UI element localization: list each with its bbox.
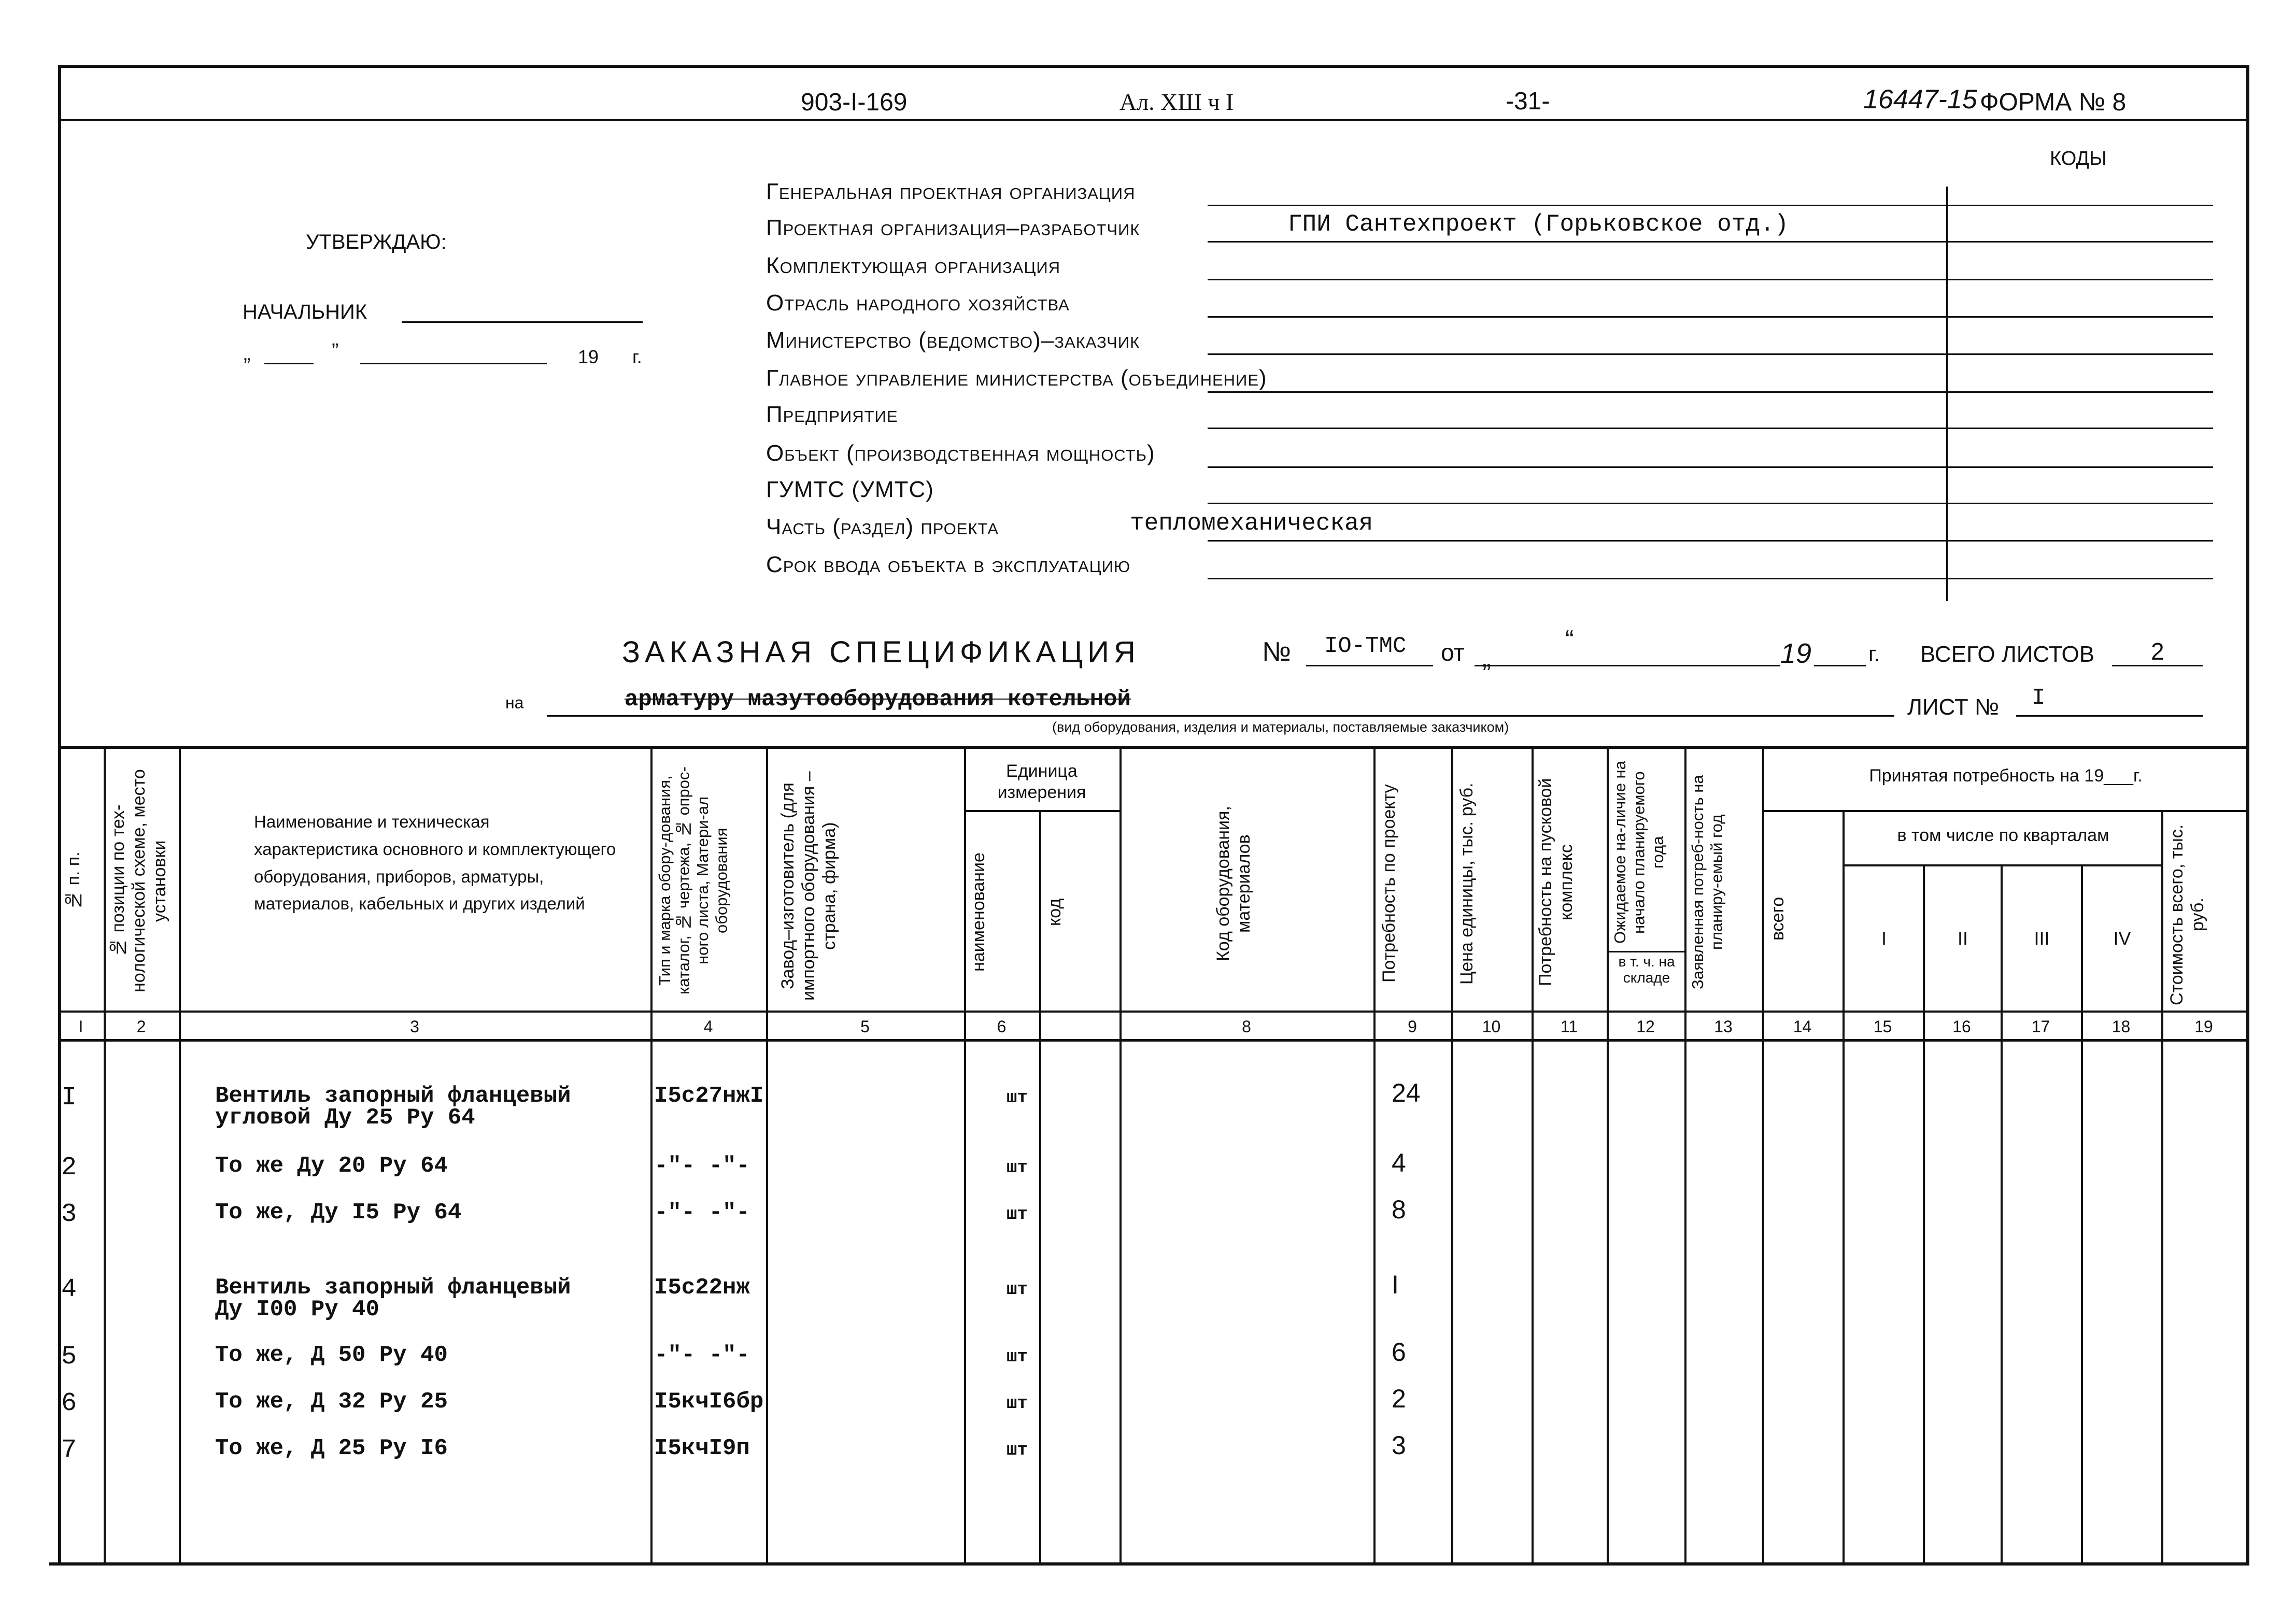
column-number: 14 xyxy=(1793,1017,1812,1036)
row-quantity: 8 xyxy=(1392,1195,1406,1224)
spec-number-line xyxy=(1306,665,1433,666)
org-value-line xyxy=(1208,428,2213,429)
column-number: 16 xyxy=(1952,1017,1971,1036)
row-type: -"- -"- xyxy=(654,1153,750,1179)
row-number: 7 xyxy=(61,1435,77,1465)
header-unit-group: Единица измерения xyxy=(997,761,1086,802)
subject-value: арматуру мазутооборудования котельной xyxy=(625,687,1131,713)
org-value-line xyxy=(1208,353,2213,355)
row-number: 4 xyxy=(61,1275,77,1304)
col-line-12 xyxy=(1684,746,1686,1565)
org-label: Комплектующая организация xyxy=(766,253,1061,278)
quarters-group-divider xyxy=(1843,864,2161,866)
org-value: ГПИ Сантехпроект (Горьковское отд.) xyxy=(1288,211,1789,238)
org-value-line xyxy=(1208,540,2213,542)
org-value-line xyxy=(1208,205,2213,206)
header-total: всего xyxy=(1768,897,1788,941)
subject-line xyxy=(547,715,1894,717)
spec-year-prefix: 19 xyxy=(1780,638,1812,669)
row-name: То же, Д 32 Ру 25 xyxy=(215,1389,448,1415)
col-line-13 xyxy=(1762,746,1764,1565)
org-label: ГУМТС (УМТС) xyxy=(766,477,934,502)
header-manufacturer: Завод–изготовитель (для импортного оборудования –страна, фирма) xyxy=(778,771,840,1001)
row-quantity: 4 xyxy=(1392,1148,1406,1177)
row-number: 5 xyxy=(61,1342,77,1372)
col-line-4 xyxy=(766,746,768,1565)
date-day-line xyxy=(264,363,314,364)
header-expected-stock: Ожидаемое на-личие на начало планируемого года xyxy=(1611,761,1667,944)
table-header-divider xyxy=(58,1011,2249,1013)
row-name: То же, Д 50 Ру 40 xyxy=(215,1342,448,1368)
sheet-label: ЛИСТ № xyxy=(1907,694,2000,720)
header-row-number: № п. п. xyxy=(64,851,83,910)
column-number: I xyxy=(78,1017,83,1036)
table-colnum-divider xyxy=(58,1039,2249,1042)
row-quantity: 2 xyxy=(1392,1384,1406,1413)
spec-number-value: IO-ТМС xyxy=(1324,633,1407,659)
column-number: 19 xyxy=(2194,1017,2213,1036)
row-name-line2: Ду I00 Ру 40 xyxy=(215,1297,379,1322)
column-number: 10 xyxy=(1482,1017,1501,1036)
org-label: Часть (раздел) проекта xyxy=(766,514,999,539)
form-label: ФОРМА № 8 xyxy=(1980,89,2127,116)
col-line-17 xyxy=(2081,865,2083,1565)
row-number: 2 xyxy=(61,1153,77,1183)
column-number: 5 xyxy=(860,1017,870,1036)
org-value-line xyxy=(1208,466,2213,468)
frame-top xyxy=(58,65,2249,68)
header-name-description: Наименование и техническая характеристика основного и комплектующего оборудования, приборов, арматуры, материалов, кабельных и других изделий xyxy=(254,812,616,914)
column-number: 17 xyxy=(2031,1017,2050,1036)
row-name: То же Ду 20 Ру 64 xyxy=(215,1153,448,1179)
header-position: № позиции по тех-нологической схеме, место установки xyxy=(108,769,170,993)
row-unit: шт xyxy=(1007,1280,1028,1300)
row-unit: шт xyxy=(1007,1347,1028,1367)
org-value-line xyxy=(1208,316,2213,318)
sheet-line xyxy=(2016,715,2203,717)
col-line-10 xyxy=(1532,746,1534,1565)
org-value: тепломеханическая xyxy=(1130,510,1373,537)
org-label: Генеральная проектная организация xyxy=(766,179,1136,204)
header-in-warehouse: в т. ч. на складе xyxy=(1618,954,1675,986)
sheet-value: I xyxy=(2032,685,2046,711)
header-accepted-group: Принятая потребность на 19___г. xyxy=(1869,766,2143,786)
row-name: То же, Ду I5 Ру 64 xyxy=(215,1200,462,1226)
album-label: Ал. XШ ч I xyxy=(1119,89,1234,115)
date-quote-open: „ xyxy=(244,342,251,365)
chief-label: НАЧАЛЬНИК xyxy=(243,301,367,323)
row-type: I5кчI6бр xyxy=(654,1389,764,1415)
approve-label: УТВЕРЖДАЮ: xyxy=(306,231,447,253)
org-label: Отрасль народного хозяйства xyxy=(766,290,1070,316)
col12-sub-divider xyxy=(1607,951,1684,952)
total-sheets-label: ВСЕГО ЛИСТОВ xyxy=(1920,642,2095,667)
row-type: -"- -"- xyxy=(654,1200,750,1226)
codes-column-divider xyxy=(1946,187,1948,601)
frame-bottom xyxy=(49,1562,2249,1566)
row-unit: шт xyxy=(1007,1158,1028,1178)
spec-quote-open: “ xyxy=(1565,625,1574,654)
row-name-line2: угловой Ду 25 Ру 64 xyxy=(215,1105,475,1131)
table-top-border xyxy=(58,746,2249,749)
column-number: 3 xyxy=(410,1017,419,1036)
date-year-prefix: 19 xyxy=(578,346,599,367)
column-number: 2 xyxy=(136,1017,146,1036)
col-line-2 xyxy=(179,746,181,1565)
column-number: 4 xyxy=(703,1017,713,1036)
header-project-need: Потребность по проекту xyxy=(1379,784,1399,983)
column-number: 9 xyxy=(1408,1017,1417,1036)
org-value-line xyxy=(1208,503,2213,504)
header-unit-code: код xyxy=(1045,898,1065,926)
spec-from-label: от xyxy=(1441,639,1465,666)
unit-group-divider xyxy=(964,810,1119,812)
org-value-line xyxy=(1208,279,2213,280)
header-type-brand: Тип и марка обору-дования, каталог, № чертежа, № опрос-ного листа, Матери-ал оборудования xyxy=(656,766,731,994)
row-type: I5кчI9п xyxy=(654,1435,750,1461)
frame-right xyxy=(2246,65,2249,1565)
col-line-18 xyxy=(2161,811,2163,1565)
header-q3: III xyxy=(2034,928,2050,949)
col-line-3 xyxy=(650,746,653,1565)
codes-label: КОДЫ xyxy=(2050,148,2107,169)
header-cost: Стоимость всего, тыс. руб. xyxy=(2167,824,2208,1005)
row-name: Вентиль запорный фланцевый xyxy=(215,1083,571,1109)
row-number: I xyxy=(61,1083,77,1113)
row-quantity: 6 xyxy=(1392,1338,1406,1367)
column-number: 12 xyxy=(1636,1017,1655,1036)
column-number: 6 xyxy=(997,1017,1007,1036)
column-number: 11 xyxy=(1560,1017,1578,1036)
top-bar-divider xyxy=(58,119,2249,121)
org-label: Проектная организация–разработчик xyxy=(766,215,1140,240)
chief-signature-line xyxy=(402,321,643,323)
spec-year-line xyxy=(1814,665,1866,666)
org-value-line xyxy=(1208,578,2213,579)
org-value-line xyxy=(1208,241,2213,243)
header-unit-price: Цена единицы, тыс. руб. xyxy=(1457,782,1477,985)
total-sheets-value: 2 xyxy=(2151,638,2164,665)
row-type: -"- -"- xyxy=(654,1342,750,1368)
header-equipment-code: Код оборудования, материалов xyxy=(1213,806,1254,961)
column-number: 18 xyxy=(2111,1017,2131,1036)
row-unit: шт xyxy=(1007,1441,1028,1460)
page-number: -31- xyxy=(1506,88,1550,115)
col-line-16 xyxy=(2001,865,2003,1565)
column-number: 13 xyxy=(1714,1017,1733,1036)
header-startup-need: Потребность на пусковой комплекс xyxy=(1536,778,1577,987)
column-number: 8 xyxy=(1242,1017,1251,1036)
date-month-line xyxy=(360,363,547,364)
row-name: То же, Д 25 Ру I6 xyxy=(215,1435,448,1461)
spec-title: ЗАКАЗНАЯ СПЕЦИФИКАЦИЯ xyxy=(622,635,1140,669)
row-unit: шт xyxy=(1007,1394,1028,1414)
row-quantity: 3 xyxy=(1392,1431,1406,1460)
row-quantity: 24 xyxy=(1392,1078,1421,1107)
row-number: 3 xyxy=(61,1200,77,1229)
header-quarters-group: в том числе по кварталам xyxy=(1897,826,2109,845)
subject-on-label: на xyxy=(505,693,524,712)
spec-year-suffix: г. xyxy=(1868,642,1880,666)
org-label: Срок ввода объекта в эксплуатацию xyxy=(766,552,1131,577)
accepted-group-divider xyxy=(1762,810,2249,812)
header-q1: I xyxy=(1881,928,1887,949)
col-line-15 xyxy=(1923,865,1925,1565)
row-unit: шт xyxy=(1007,1205,1028,1225)
row-unit: шт xyxy=(1007,1088,1028,1108)
row-type: I5с22нж xyxy=(654,1275,750,1301)
row-type: I5с27нжI xyxy=(654,1083,764,1109)
col-line-11 xyxy=(1607,746,1609,1565)
order-number: 16447-15 xyxy=(1863,84,1977,115)
col-line-5 xyxy=(964,746,966,1565)
header-unit-name: наименование xyxy=(969,852,988,972)
doc-code: 903-I-169 xyxy=(801,89,908,116)
col-line-14 xyxy=(1843,811,1845,1565)
spec-date-line xyxy=(1475,665,1780,666)
col-line-6 xyxy=(1039,811,1041,1565)
org-value-line xyxy=(1208,391,2213,393)
date-quote-close: ” xyxy=(332,339,339,362)
org-label: Министерство (ведомство)–заказчик xyxy=(766,328,1140,353)
row-quantity: I xyxy=(1392,1270,1399,1299)
org-label: Объект (производственная мощность) xyxy=(766,440,1155,466)
spec-number-label: № xyxy=(1262,637,1291,667)
header-declared-need: Заявленная потреб-ность на планиру-емый год xyxy=(1689,775,1726,990)
header-q4: IV xyxy=(2113,928,2131,949)
frame-left xyxy=(58,65,61,1565)
row-number: 6 xyxy=(61,1389,77,1418)
row-name: Вентиль запорный фланцевый xyxy=(215,1275,571,1301)
column-number: 15 xyxy=(1873,1017,1892,1036)
col-line-9 xyxy=(1451,746,1453,1565)
subject-caption: (вид оборудования, изделия и материалы, поставляемые заказчиком) xyxy=(1052,719,1509,735)
col-line-8 xyxy=(1373,746,1376,1565)
header-q2: II xyxy=(1957,928,1968,949)
col-line-1 xyxy=(104,746,106,1565)
spec-quote-close: ” xyxy=(1482,659,1491,688)
date-year-suffix: г. xyxy=(632,346,642,367)
org-label: Главное управление министерства (объединение) xyxy=(766,365,1267,391)
org-label: Предприятие xyxy=(766,402,898,427)
col-line-7 xyxy=(1119,746,1122,1565)
